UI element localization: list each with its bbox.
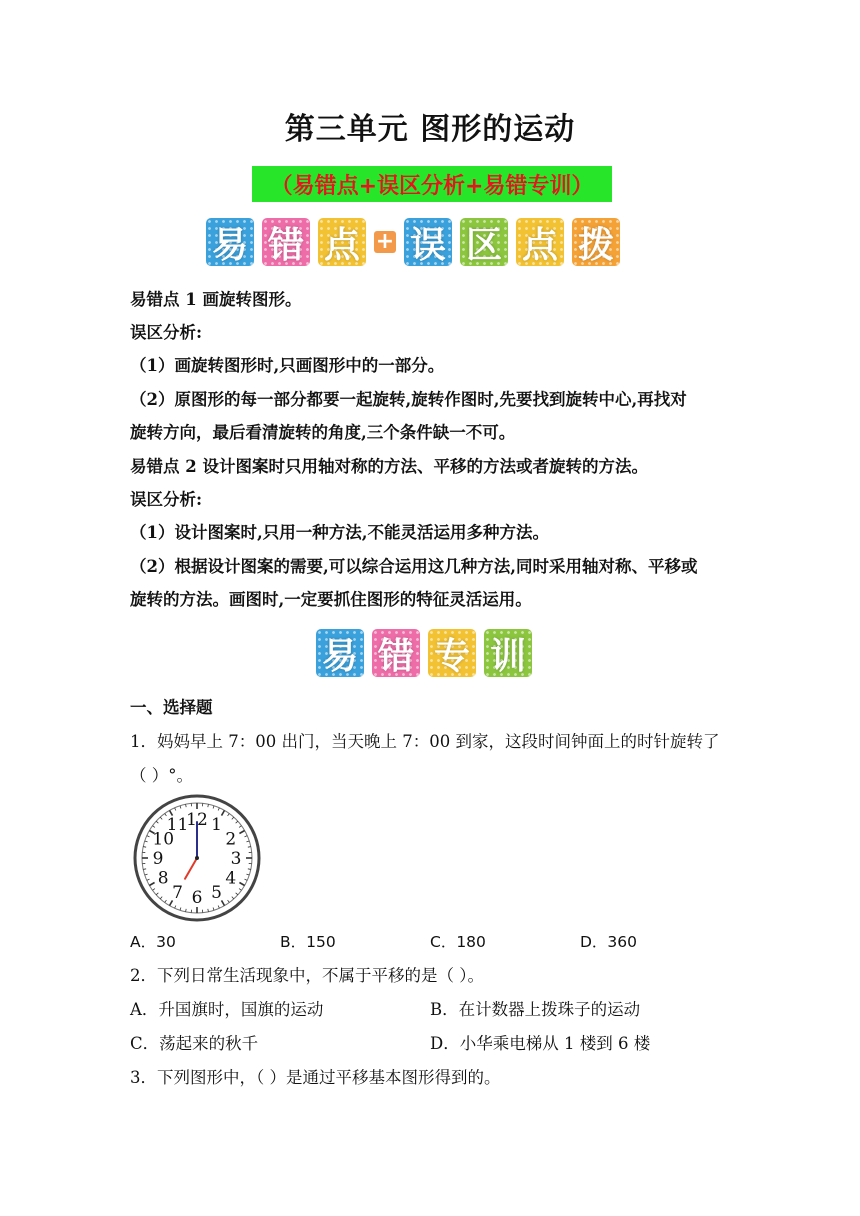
question-3: 3．下列图形中，（ ）是通过平移基本图形得到的。 xyxy=(130,1068,501,1087)
q2-option-b[interactable]: B．在计数器上拨珠子的运动 xyxy=(430,1000,641,1019)
clock-number: 4 xyxy=(225,868,237,889)
section-heading: 一、选择题 xyxy=(130,698,213,717)
banner-char: 误 xyxy=(409,224,446,266)
q1-option-c[interactable]: C．180 xyxy=(430,933,486,951)
clock-number: 3 xyxy=(230,849,242,869)
banner-char: 拨 xyxy=(577,224,614,266)
error-point-2: 易错点 2 设计图案时只用轴对称的方法、平移的方法或者旋转的方法。 xyxy=(130,457,648,476)
banner-char: 错 xyxy=(377,635,414,677)
banner-tile xyxy=(318,218,366,266)
q2-option-a[interactable]: A．升国旗时，国旗的运动 xyxy=(130,1000,324,1019)
q2-option-d[interactable]: D．小华乘电梯从 1 楼到 6 楼 xyxy=(430,1034,651,1053)
banner-char: 点 xyxy=(323,224,360,266)
banner-tile xyxy=(404,218,452,266)
banner-char: 错 xyxy=(267,224,304,266)
question-2: 2．下列日常生活现象中，不属于平移的是（ ）。 xyxy=(130,966,484,985)
subtitle-banner xyxy=(252,166,612,202)
banner-char: 专 xyxy=(433,635,470,677)
banner-plus: + xyxy=(375,229,395,254)
clock-number: 1 xyxy=(211,815,222,836)
q2-option-c[interactable]: C．荡起来的秋千 xyxy=(130,1034,259,1053)
banner-char: 训 xyxy=(489,635,526,677)
banner-error-training xyxy=(316,629,532,677)
clock-number: 9 xyxy=(152,849,164,869)
clock-number: 12 xyxy=(186,810,208,830)
banner-error-points xyxy=(206,218,620,266)
error-point-1: 易错点 1 画旋转图形。 xyxy=(130,290,302,309)
banner-tile xyxy=(484,629,532,677)
analysis-item: 旋转方向，最后看清旋转的角度,三个条件缺一不可。 xyxy=(130,423,516,442)
banner-tile xyxy=(316,629,364,677)
clock-number: 7 xyxy=(172,882,183,903)
banner-tile xyxy=(428,629,476,677)
clock-center-pin xyxy=(195,856,199,860)
clock-number: 2 xyxy=(225,829,237,850)
question-1-blank: （ ）°。 xyxy=(130,766,193,785)
clock-number: 10 xyxy=(152,829,175,850)
banner-char: 区 xyxy=(465,224,502,266)
banner-tile xyxy=(572,218,620,266)
banner-char: 点 xyxy=(521,224,558,266)
question-1: 1．妈妈早上 7：00 出门，当天晚上 7：00 到家，这段时间钟面上的时针旋转了 xyxy=(130,732,720,751)
banner-char: 易 xyxy=(211,224,248,266)
banner-char: 易 xyxy=(321,635,358,677)
analysis-item: （2）根据设计图案的需要,可以综合运用这几种方法,同时采用轴对称、平移或 xyxy=(130,557,698,576)
analysis-item: （2）原图形的每一部分都要一起旋转,旋转作图时,先要找到旋转中心,再找对 xyxy=(130,390,687,409)
banner-tile xyxy=(372,629,420,677)
clock-figure xyxy=(131,794,263,922)
clock-number: 6 xyxy=(191,888,203,908)
q1-option-b[interactable]: B．150 xyxy=(280,933,336,951)
analysis-item: 旋转的方法。画图时,一定要抓住图形的特征灵活运用。 xyxy=(130,590,532,609)
analysis-label-1: 误区分析: xyxy=(130,323,203,342)
q1-option-d[interactable]: D．360 xyxy=(580,933,638,951)
banner-tile xyxy=(460,218,508,266)
banner-tile xyxy=(206,218,254,266)
banner-tile xyxy=(262,218,310,266)
analysis-item: （1）设计图案时,只用一种方法,不能灵活运用多种方法。 xyxy=(130,523,549,542)
analysis-label-2: 误区分析: xyxy=(130,490,203,509)
page-title: 第三单元 图形的运动 xyxy=(284,112,576,147)
q1-option-a[interactable]: A．30 xyxy=(130,933,176,951)
analysis-item: （1）画旋转图形时,只画图形中的一部分。 xyxy=(130,356,445,375)
subtitle-text: （易错点+误区分析+易错专训） xyxy=(270,173,594,199)
banner-tile xyxy=(516,218,564,266)
clock-number: 5 xyxy=(211,882,222,903)
clock-number: 8 xyxy=(157,868,169,889)
clock-number: 11 xyxy=(166,815,189,836)
